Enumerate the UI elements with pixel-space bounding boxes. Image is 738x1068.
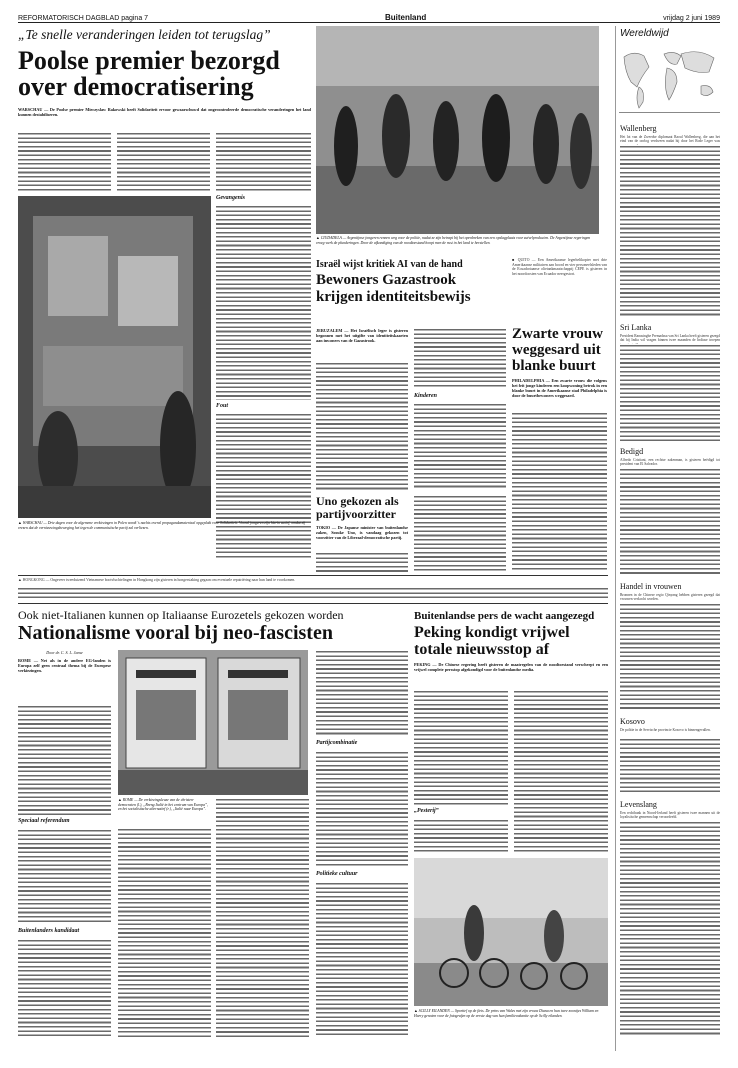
quito-brief: ■ QUITO — Een Amerikaanse legerhelikopter met drie Amerikaanse militairen aan boord en vier personeelsleden van de Ecuadoriaanse olietankmaatschappij CEPE is gisteren in het noordoosten van Ecuador neergestort. <box>512 258 607 276</box>
wereldwijd-town-6: Levenslang <box>620 800 657 809</box>
eurozetels-body-col2 <box>118 828 211 1038</box>
scilly-photo-image <box>414 858 608 1006</box>
wereldwijd-body-2 <box>620 344 720 442</box>
peking-body-col1 <box>414 690 508 805</box>
peking-body-col1b <box>414 819 508 854</box>
peking-lead: PEKING — De Chinese regering heeft gisteren de maatregelen van de noodtoestand verscherpt en een vrijwel complete persstop afgekondigd voor de buitenlandse media. <box>414 662 608 672</box>
eurozetels-headline: Nationalisme vooral bij neo-fascisten <box>18 622 333 644</box>
eurozetels-body-col4c <box>316 882 408 1038</box>
wereldwijd-text-2: President Ranasinghe Premadasa van Sri Lanka heeft gisteren gezegd dat hij India wil vragen binnen twee maanden de Indiase troepen <box>620 334 720 343</box>
world-map <box>619 42 720 113</box>
eurozetels-body-col3 <box>216 798 309 1038</box>
hongkong-body <box>18 587 608 600</box>
wereldwijd-text-5: De politie in de Servische provincie Kosovo is binnengevallen. <box>620 728 711 732</box>
israel-body-col2 <box>414 328 506 388</box>
japan-lead: TOKIO — De Japanse minister van buitenlandse zaken, Sosuke Uno, is vandaag gekozen tot voorzitter van de Liberaal-democratische partij. <box>316 525 408 540</box>
phila-body <box>512 412 607 572</box>
wereldwijd-town-5: Kosovo <box>620 717 645 726</box>
scilly-photo <box>414 858 608 1006</box>
poland-subhead-1: Gevangenis <box>216 195 245 201</box>
eurozetels-kicker: Ook niet-Italianen kunnen op Italiaanse Eurozetels gekozen worden <box>18 608 344 622</box>
eurozetels-byline: Door dr. C. S. L. Janse <box>46 650 83 655</box>
eurozetels-subhead-1: Speciaal referendum <box>18 818 70 824</box>
wereldwijd-body-1 <box>620 145 720 317</box>
wereldwijd-body-5 <box>620 738 720 793</box>
israel-lead: JERUZALEM — Het Israëlisch leger is gisteren begonnen met het uitgifte van identiteitskaarten aan inwoners van de Gazastrook. <box>316 328 408 343</box>
eurozetels-body-col1b <box>18 829 111 924</box>
warschau-photo-image <box>18 196 211 518</box>
eurozetels-subhead-3: Partijcombinatie <box>316 740 358 746</box>
poland-headline: Poolse premier bezorgd over democratisering <box>18 46 280 101</box>
poland-body-col1 <box>18 132 111 192</box>
peking-body-col2 <box>514 690 608 854</box>
phila-headline: Zwarte vrouw weggesard uit blanke buurt <box>512 326 603 374</box>
wereldwijd-text-1: Het lot van de Zweedse diplomaat Raoul Wallenberg, die aan het eind van de oorlog verdween nadat hij door het Rode Leger was <box>620 135 720 144</box>
world-map-image <box>619 42 720 112</box>
peking-kicker: Buitenlandse pers de wacht aangezegd <box>414 610 595 622</box>
wereldwijd-title: Wereldwijd <box>620 28 669 39</box>
israel-body-col2b <box>414 403 506 490</box>
divider-top <box>18 575 608 576</box>
argentina-photo <box>316 26 599 234</box>
wereldwijd-town-4: Handel in vrouwen <box>620 582 682 591</box>
poland-body-col2 <box>117 132 210 192</box>
rome-photo-image <box>118 650 308 795</box>
poland-kicker: „Te snelle veranderingen leiden tot terugslag” <box>18 27 271 42</box>
poland-body-col3 <box>216 132 311 192</box>
israel-kicker: Israël wijst kritiek AI van de hand <box>316 259 463 270</box>
wereldwijd-text-4: Bronnen in de Chinese regio Qinyang hebben gisteren gezegd dat vrouwen verkocht worden. <box>620 593 720 602</box>
wereldwijd-text-6: Een rechtbank in Noord-Ierland heeft gisteren twee mannen uit de loyalistische gemeenschap veroordeeld. <box>620 811 720 820</box>
japan-body-col1 <box>316 552 408 572</box>
section-name: Buitenland <box>384 13 427 22</box>
eurozetels-body-col4 <box>316 650 408 735</box>
japan-headline: Uno gekozen als partijvoorzitter <box>316 494 399 521</box>
israel-body-col1 <box>316 362 408 490</box>
rome-caption: ▲ ROME — De verkiezingsleuze van de christen-democraten (l.), „Breng Italië in het centrum van Europa”, en het socialistische alternatief (r.), „Italië naar Europa”. <box>118 798 209 812</box>
eurozetels-subhead-4: Politieke cultuur <box>316 871 358 877</box>
poland-body-col3c <box>216 413 311 558</box>
japan-body-col2 <box>414 495 506 572</box>
eurozetels-body-col1 <box>18 705 111 815</box>
wereldwijd-town-2: Sri Lanka <box>620 323 652 332</box>
peking-subhead: „Pesterij” <box>414 808 439 814</box>
argentina-photo-image <box>316 26 599 234</box>
israel-subhead: Kinderen <box>414 393 438 399</box>
poland-subhead-2: Fout <box>216 403 229 409</box>
poland-lead: WARSCHAU — De Poolse premier Mieczyslaw Rakowski heeft Solidariteit ervoor gewaarschuwd dat ongecontroleerde democratische veranderingen het land kunnen destabiliseren. <box>18 107 311 117</box>
hongkong-brief: ▲ HONGKONG — Ongeveer tweeduizend Vietnamese bootvluchtelingen in Hongkong zijn gisteren in hongerstaking gegaan om eventuele repatriëring naar hun land te voorkomen. <box>18 578 296 582</box>
warschau-caption: ▲ WARSCHAU — Drie dagen voor de algemene verkiezingen in Polen wordt 's nachts overal propagandamateriaal opgeplakt voor Solidariteit. Vooral jongeren zijn hierin actief, omdat zij vrezen dat de vernieuwingsbeweging het tegen de communistische partij zal verliezen. <box>18 521 306 530</box>
wereldwijd-body-6 <box>620 821 720 1036</box>
argentina-caption: ▲ CIUDADELA — Argentijnse jongeren rennen weg voor de politie, nadat ze zijn betrapt bij het openbreken van een opslagplaats voor zuivelproducten. De Argentijnse regeringen vroeg werk de plunderingen. Door de afkondiging van de noodtoestand hoopt men de rust in het land te herstellen. <box>316 236 591 245</box>
wereldwijd-town-1: Wallenberg <box>620 124 657 133</box>
divider-mid <box>18 603 608 604</box>
eurozetels-body-col4b <box>316 751 408 866</box>
phila-lead: PHILADELPHIA — Een zwarte vrouw die volgens het feit jonge kinderen een koopwoning betrok in een blanke buurt in de Amerikaanse stad Philadelphia is door de buurtbewoners weggesard. <box>512 378 607 398</box>
israel-headline: Bewoners Gazastrook krijgen identiteitsbewijs <box>316 272 471 305</box>
issue-date: vrijdag 2 juni 1989 <box>663 15 720 22</box>
wereldwijd-town-3: Bedigd <box>620 447 644 456</box>
warschau-photo <box>18 196 211 518</box>
wereldwijd-body-4 <box>620 603 720 711</box>
page-header <box>18 10 720 23</box>
poland-body-col3b <box>216 205 311 400</box>
paper-name: REFORMATORISCH DAGBLAD pagina 7 <box>18 15 149 22</box>
eurozetels-body-col1c <box>18 939 111 1039</box>
peking-headline: Peking kondigt vrijwel totale nieuwsstop af <box>414 624 570 658</box>
wereldwijd-body-3 <box>620 468 720 576</box>
eurozetels-lead: ROME — Net als in de andere EG-landen is Europa zelf geen centraal thema bij de Europese verkiezingen. <box>18 658 111 673</box>
scilly-caption: ▲ SCILLY EILANDEN — Sportief op de fiets. De prins van Wales met zijn vrouw Diana en hun twee zoontjes William en Harry genoten voor de fotografen op de eerste dag van hun familievakantie op de Scilly eilanden. <box>414 1009 599 1018</box>
wereldwijd-text-3: Alfredo Cristiani, een rechtse zakenman, is gisteren beëdigd tot president van El Salvador. <box>620 458 720 467</box>
rome-photo <box>118 650 308 795</box>
eurozetels-subhead-2: Buitenlanders kandidaat <box>18 928 80 934</box>
